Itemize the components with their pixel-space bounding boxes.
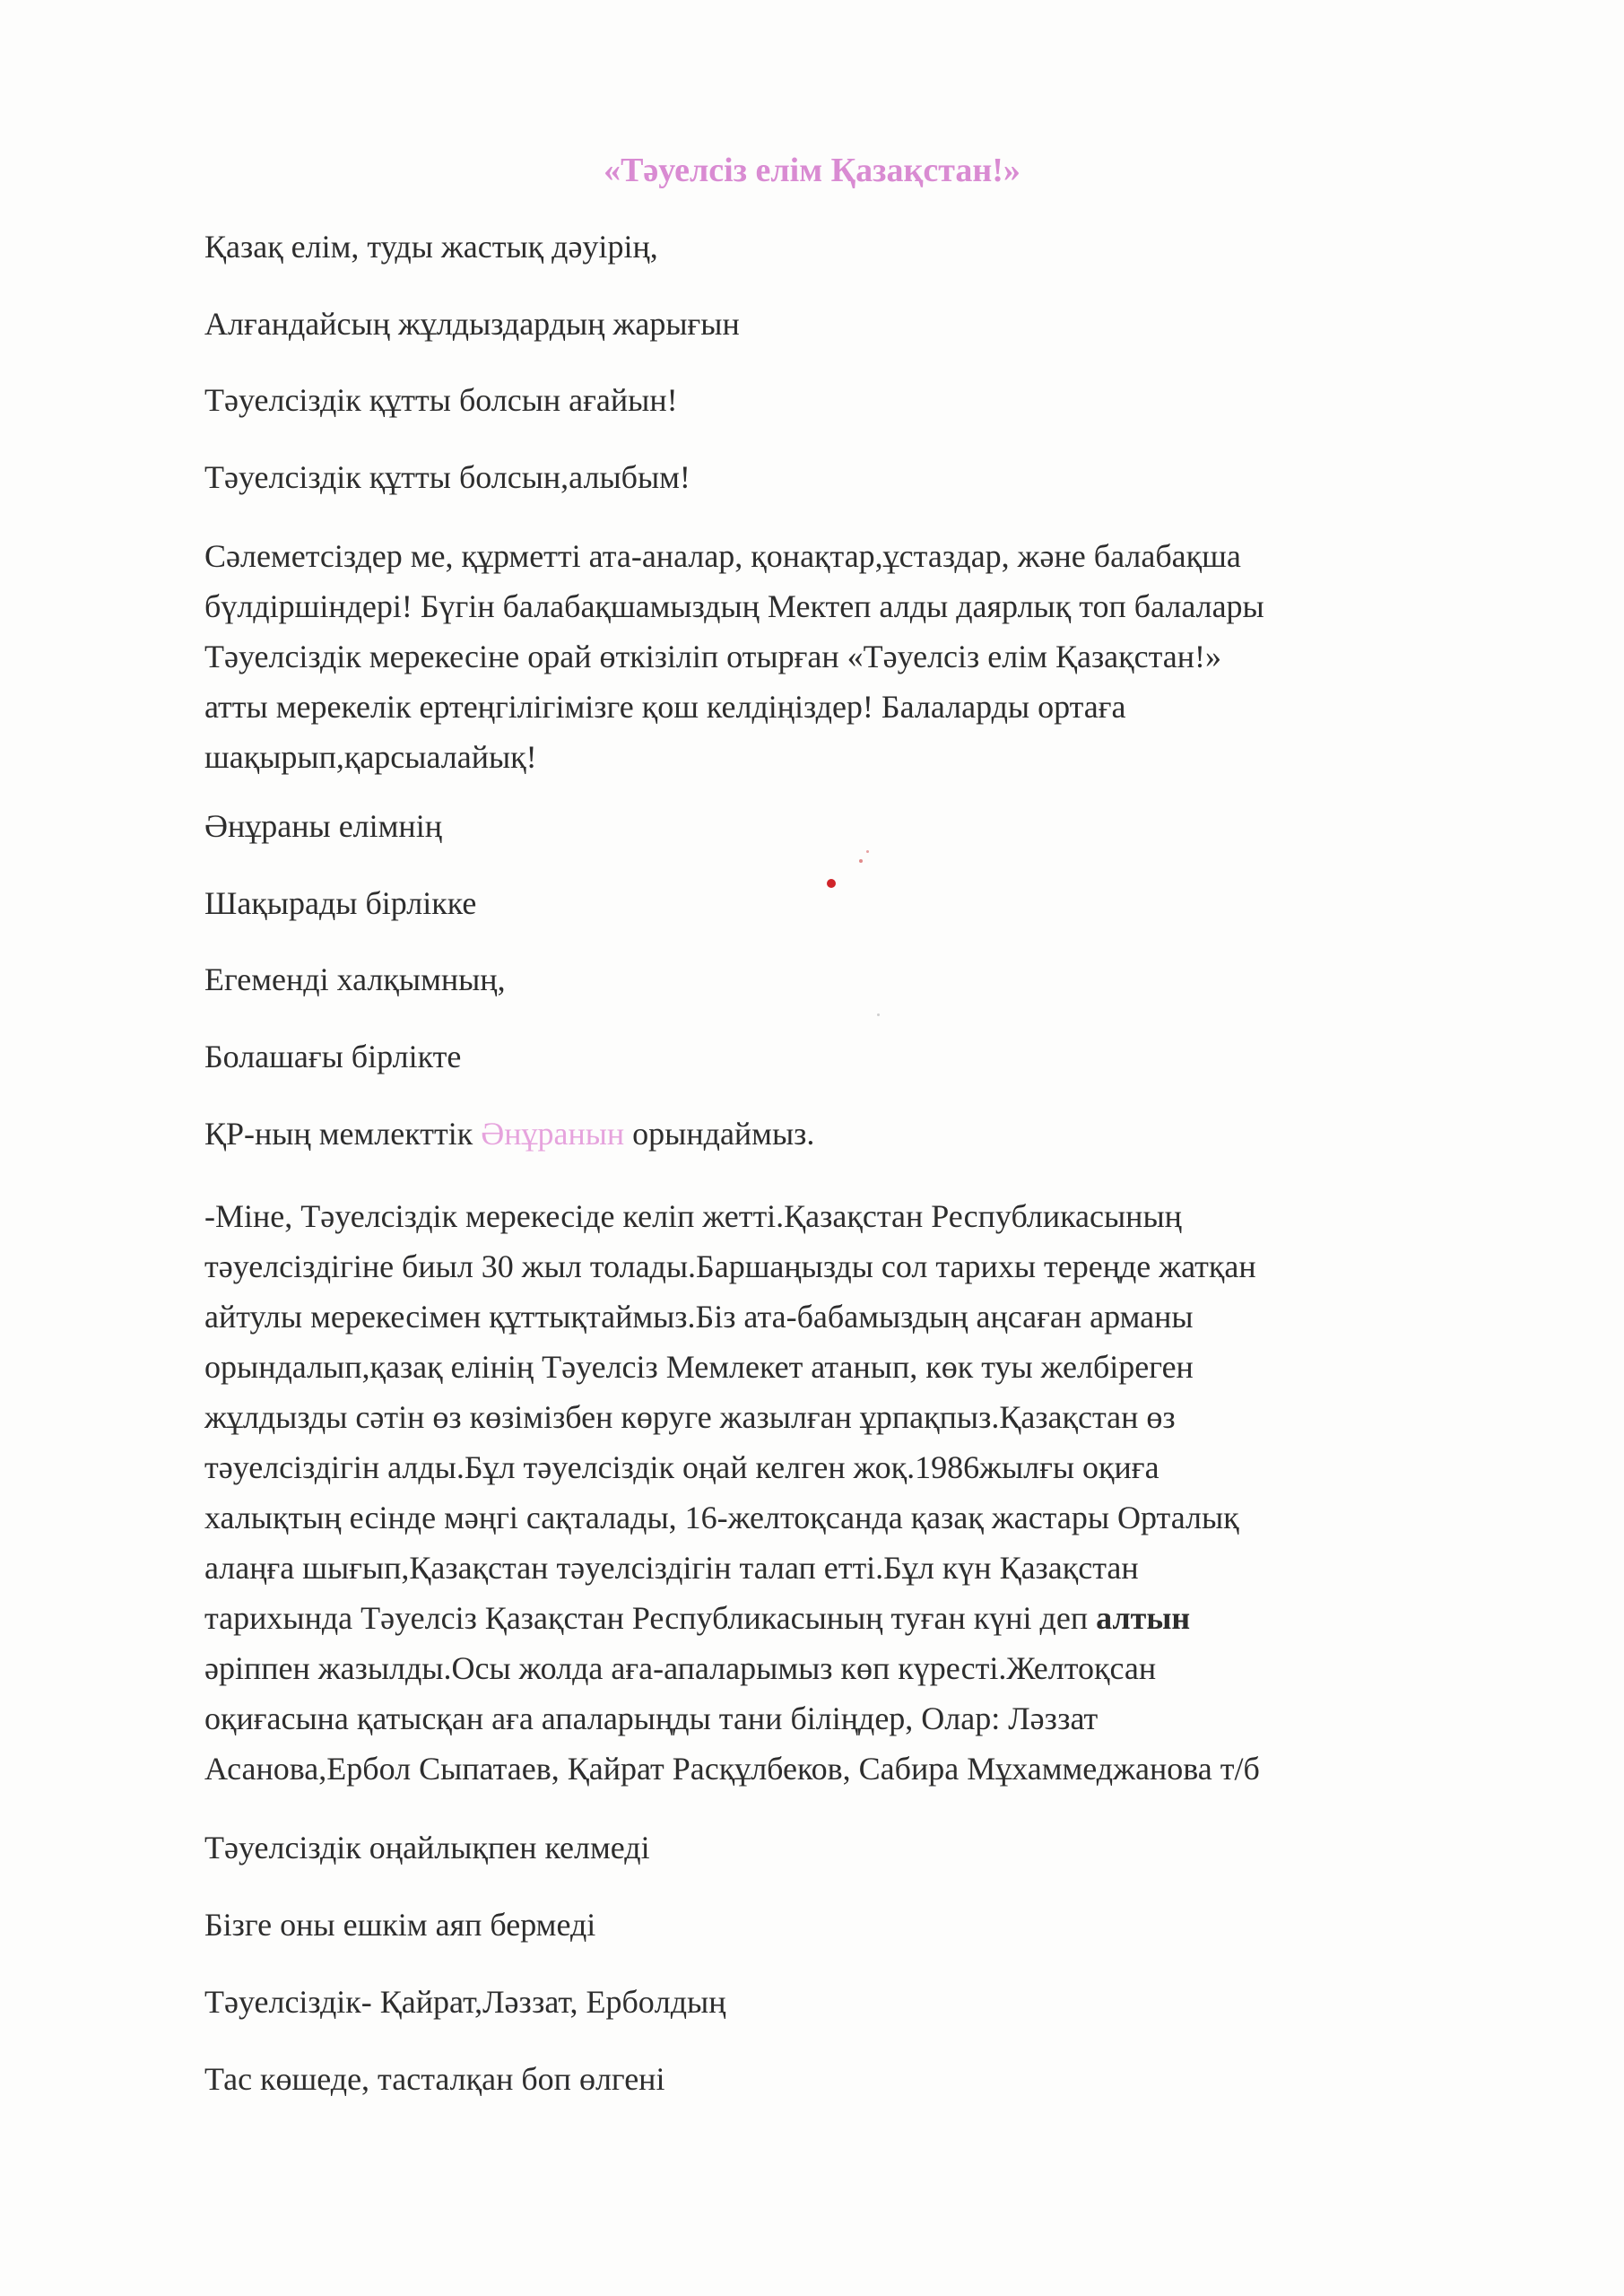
paragraph-line: тәуелсіздігіне биыл 30 жыл толады.Баршаңызды сол тарихы тереңде жатқан bbox=[204, 1248, 1256, 1284]
paragraph-text: тарихында Тәуелсіз Қазақстан Республикасының туған күні деп bbox=[204, 1600, 1097, 1636]
paragraph-line: айтулы мерекесімен құттықтаймыз.Біз ата-бабамыздың аңсаған арманы bbox=[204, 1299, 1194, 1335]
poem1-line: Тәуелсіздік құтты болсын ағайын! bbox=[204, 382, 678, 418]
paragraph-line bbox=[204, 1593, 1478, 1643]
paragraph-line: -Міне, Тәуелсіздік мерекесіде келіп жетті.Қазақстан Республикасының bbox=[204, 1198, 1182, 1234]
paragraph-line: әріппен жазылды.Осы жолда аға-апаларымыз көп күресті.Желтоқсан bbox=[204, 1650, 1157, 1686]
paragraph-line: алаңға шығып,Қазақстан тәуелсіздігін талап етті.Бұл күн Қазақстан bbox=[204, 1550, 1139, 1586]
anthem-highlight: Әнұранын bbox=[481, 1116, 625, 1152]
paragraph-line: шақырып,қарсыалайық! bbox=[204, 739, 537, 775]
greeting-paragraph bbox=[204, 531, 1478, 782]
poem2-line: Тәуелсіздік- Қайрат,Ләззат, Ербoлдың bbox=[204, 1984, 726, 2020]
ink-speck bbox=[866, 850, 869, 853]
bold-word: алтын bbox=[1096, 1600, 1191, 1636]
paragraph-line: атты мерекелік ертеңгілігімізге қош келдіңіздер! Балаларды ортаға bbox=[204, 689, 1126, 725]
paragraph-line: Сәлеметсіздер ме, құрметті ата-аналар, қонақтар,ұстаздар, және балабақша bbox=[204, 538, 1241, 574]
ink-speck bbox=[877, 1013, 880, 1016]
anthem-line: Шақырады бірлікке bbox=[204, 885, 477, 921]
document-title: «Тәуелсіз елім Қазақстан!» bbox=[604, 152, 1020, 189]
ink-speck bbox=[859, 859, 863, 863]
history-paragraph bbox=[204, 1191, 1478, 1794]
paragraph-line: оқиғасына қатысқан аға апаларыңды тани біліңдер, Олар: Ләззат bbox=[204, 1700, 1099, 1736]
anthem-line: Әнұраны елімнің bbox=[204, 808, 442, 844]
anthem-call-text: орындаймыз. bbox=[624, 1116, 815, 1152]
paragraph-line: жұлдызды сәтін өз көзімізбен көруге жазылған ұрпақпыз.Қазақстан өз bbox=[204, 1399, 1176, 1435]
paragraph-line: Асанова,Ербол Сыпатаев, Қайрат Расқұлбеков, Сабира Мұхаммеджанова т/б bbox=[204, 1751, 1260, 1787]
poem1-line: Тәуелсіздік құтты болсын,алыбым! bbox=[204, 459, 690, 495]
poem1-line: Қазақ елім, туды жастық дәуірің, bbox=[204, 229, 658, 265]
ink-speck bbox=[827, 879, 836, 888]
anthem-call-line bbox=[204, 1109, 814, 1159]
poem2-line: Бізге оны ешкім аяп бермеді bbox=[204, 1907, 596, 1943]
anthem-line: Болашағы бірлікте bbox=[204, 1039, 462, 1074]
poem2-line: Тас көшеде, тасталқан боп өлгені bbox=[204, 2061, 665, 2097]
paragraph-line: бүлдіршіндері! Бүгін балабақшамыздың Мектеп алды даярлық топ балалары bbox=[204, 588, 1264, 624]
paragraph-line: тәуелсіздігін алды.Бұл тәуелсіздік оңай келген жоқ.1986жылғы оқиға bbox=[204, 1449, 1159, 1485]
poem1-line: Алғандайсың жұлдыздардың жарығын bbox=[204, 306, 740, 342]
paragraph-line: орындалып,қазақ елінің Тәуелсіз Мемлекет атанып, көк туы желбіреген bbox=[204, 1349, 1194, 1385]
anthem-line: Егеменді халқымның, bbox=[204, 961, 506, 997]
anthem-call-text: ҚР-ның мемлекттік bbox=[204, 1116, 482, 1152]
paragraph-line: халықтың есінде мәңгі сақталады, 16-желтоқсанда қазақ жастары Орталық bbox=[204, 1500, 1239, 1535]
paragraph-line: Тәуелсіздік мерекесіне орай өткізіліп отырған «Тәуелсіз елім Қазақстан!» bbox=[204, 639, 1222, 674]
poem2-line: Тәуелсіздік оңайлықпен келмеді bbox=[204, 1830, 650, 1866]
